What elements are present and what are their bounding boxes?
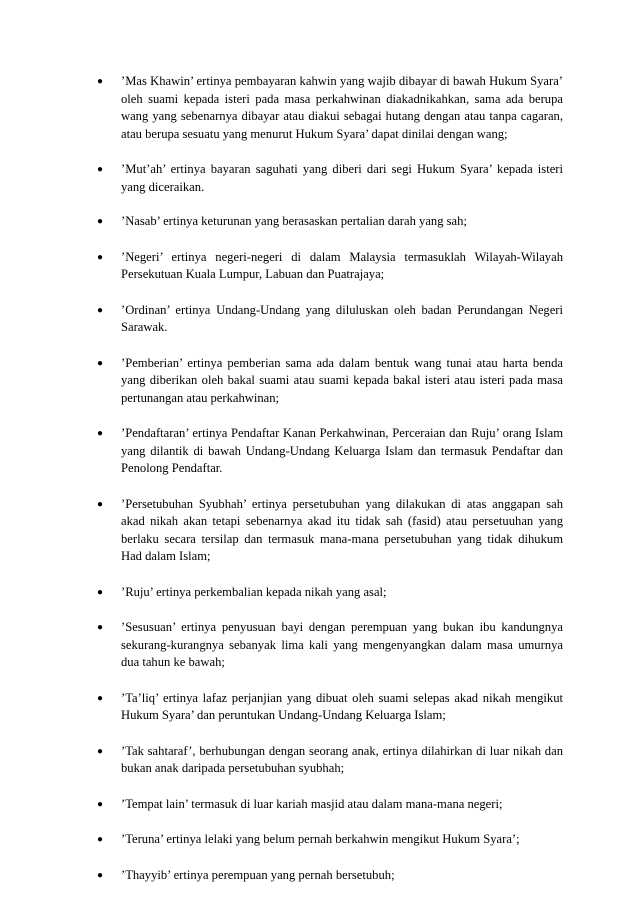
definition-item-negeri bbox=[93, 249, 563, 284]
definition-text: ’Tak sahtaraf’, berhubungan dengan seorang anak, ertinya dilahirkan di luar nikah dan bukan anak daripada persetubuhan syubhah; bbox=[121, 743, 563, 775]
definition-text: ’Thayyib’ ertinya perempuan yang pernah bersetubuh; bbox=[121, 867, 395, 882]
definition-item-teruna bbox=[93, 831, 563, 849]
bullet-dot-icon: ● bbox=[97, 357, 104, 369]
definition-item-sesusuan bbox=[93, 619, 563, 672]
definition-text: ’Ta’liq’ ertinya lafaz perjanjian yang dibuat oleh suami selepas akad nikah mengikut Hukum Syara’ dan peruntukan Undang-Undang Keluarga Islam; bbox=[121, 690, 563, 722]
definition-item-ruju bbox=[93, 584, 563, 602]
definition-text: ’Tempat lain’ termasuk di luar kariah masjid atau dalam mana-mana negeri; bbox=[121, 796, 503, 811]
definition-text: ’Pendaftaran’ ertinya Pendaftar Kanan Perkahwinan, Perceraian dan Ruju’ orang Islam yang dilantik di bawah Undang-Undang Keluarga Islam dan termasuk Pendaftar dan Penolong Pendaftar. bbox=[121, 426, 563, 475]
bullet-dot-icon: ● bbox=[97, 164, 104, 175]
definition-item-tempat-lain bbox=[93, 796, 563, 814]
definition-item-taliq bbox=[93, 690, 563, 725]
definition-item-mas-khawin bbox=[93, 73, 563, 143]
definition-text: ’Sesusuan’ ertinya penyusuan bayi dengan perempuan yang bukan ibu kandungnya sekurang-kurangnya sebanyak lima kali yang mengenyangkan dalam masa umurnya dua tahun ke bawah; bbox=[121, 620, 563, 669]
definition-item-thayyib bbox=[93, 867, 563, 885]
bullet-dot-icon: ● bbox=[97, 76, 104, 87]
bullet-dot-icon: ● bbox=[97, 498, 104, 510]
definition-text: ’Teruna’ ertinya lelaki yang belum pernah berkahwin mengikut Hukum Syara’; bbox=[121, 832, 520, 846]
definition-item-pendaftaran bbox=[93, 425, 563, 478]
definition-text: ’Pemberian’ ertinya pemberian sama ada dalam bentuk wang tunai atau harta benda yang diberikan oleh bakal suami atau suami kepada bakal isteri atau isteri pada masa pertunangan atau perkahwinan; bbox=[121, 355, 563, 405]
definition-text: ’Persetubuhan Syubhah’ ertinya persetubuhan yang dilakukan di atas anggapan sah akad nikah akan tetapi sebenarnya akad itu tidak sah (fasid) atau persetuuhan yang berlaku secara tersilap dan termasuk mana-mana persetubuhan yang tidak dihukum Had dalam Islam; bbox=[121, 496, 563, 563]
bullet-dot-icon: ● bbox=[97, 745, 104, 757]
definition-item-tak-sahtaraf bbox=[93, 743, 563, 778]
definition-item-nasab bbox=[93, 213, 563, 231]
bullet-dot-icon: ● bbox=[97, 622, 104, 633]
bullet-dot-icon: ● bbox=[97, 251, 104, 263]
bullet-dot-icon: ● bbox=[97, 428, 104, 439]
bullet-dot-icon: ● bbox=[97, 798, 104, 810]
bullet-dot-icon: ● bbox=[97, 869, 104, 881]
definition-text: ’Ordinan’ ertinya Undang-Undang yang diluluskan oleh badan Perundangan Negeri Sarawak. bbox=[121, 302, 563, 334]
bullet-dot-icon: ● bbox=[97, 834, 104, 845]
definition-item-pemberian bbox=[93, 355, 563, 408]
bullet-dot-icon: ● bbox=[97, 216, 104, 227]
definition-text: ’Nasab’ ertinya keturunan yang berasaskan pertalian darah yang sah; bbox=[121, 214, 467, 228]
definition-item-mutah bbox=[93, 161, 563, 196]
definition-item-persetubuhan-syubhah bbox=[93, 496, 563, 566]
bullet-dot-icon: ● bbox=[97, 586, 104, 598]
definition-text: ’Mut’ah’ ertinya bayaran saguhati yang diberi dari segi Hukum Syara’ kepada isteri yang diceraikan. bbox=[121, 162, 563, 194]
definition-list bbox=[93, 73, 563, 902]
bullet-dot-icon: ● bbox=[97, 304, 104, 316]
definition-text: ’Mas Khawin’ ertinya pembayaran kahwin yang wajib dibayar di bawah Hukum Syara’ oleh suami kepada isteri pada masa perkahwinan diakadnikahkan, sama ada berupa wang yang sebenarnya dibayar atau diakui sebagai hutang dengan atau tanpa cagaran, atau berupa sesuatu yang menurut Hukum Syara’ dapat dinilai dengan wang; bbox=[121, 74, 563, 141]
definition-text: ’Negeri’ ertinya negeri-negeri di dalam Malaysia termasuklah Wilayah-Wilayah Persekutuan Kuala Lumpur, Labuan dan Puatrajaya; bbox=[121, 249, 563, 281]
definition-item-ordinan bbox=[93, 302, 563, 337]
definition-text: ’Ruju’ ertinya perkembalian kepada nikah yang asal; bbox=[121, 584, 387, 599]
bullet-dot-icon: ● bbox=[97, 692, 104, 704]
